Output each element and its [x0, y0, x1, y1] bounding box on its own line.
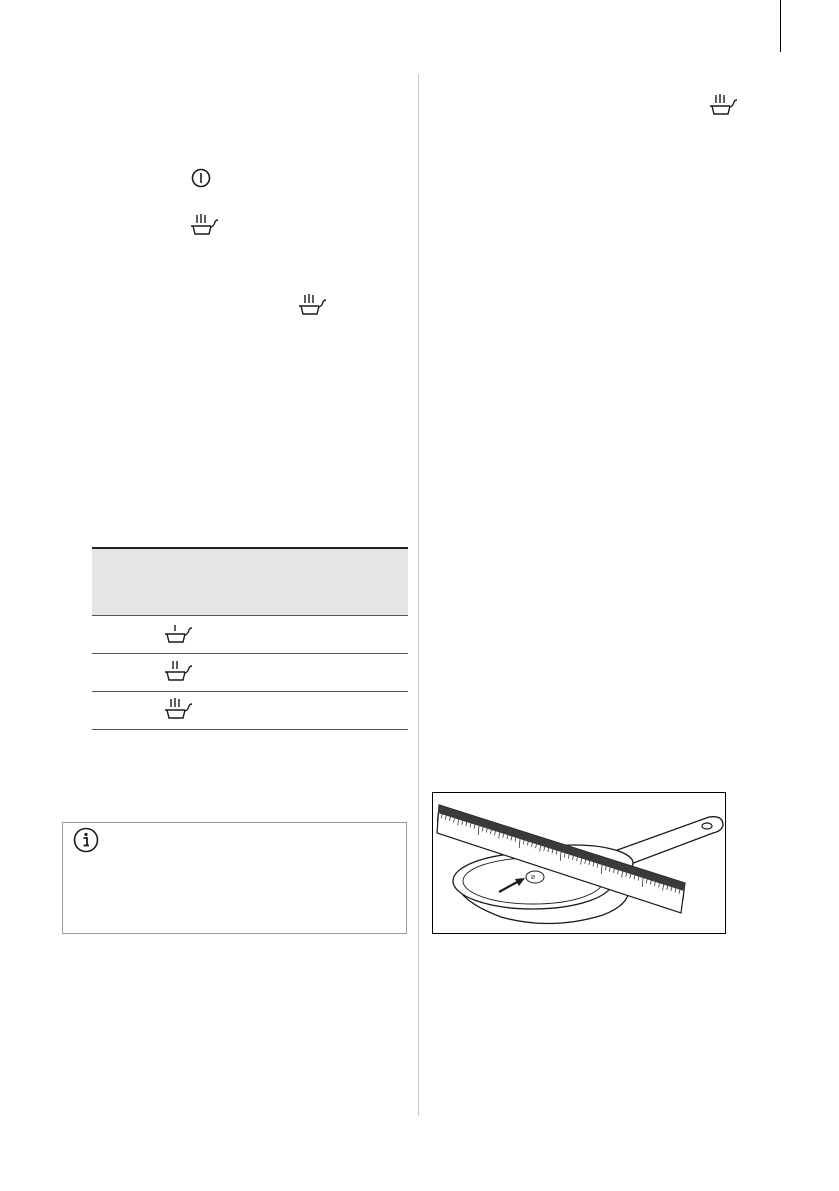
- table-row: [92, 653, 408, 691]
- pan-steam-3-icon: [298, 294, 328, 318]
- pan-steam-2-icon: [164, 660, 194, 684]
- pan-measurement-illustration: [432, 792, 726, 934]
- info-icon: [73, 827, 99, 853]
- column-divider: [418, 74, 419, 1116]
- pan-steam-3-icon: [709, 94, 739, 118]
- svg-text:Ø: Ø: [531, 875, 535, 881]
- power-icon: [191, 168, 211, 188]
- pan-steam-1-icon: [164, 622, 194, 646]
- pan-steam-3-icon: [190, 214, 220, 238]
- table-header-cell: [92, 548, 408, 615]
- table-row: [92, 615, 408, 653]
- crop-mark: [780, 0, 781, 52]
- table-row: [92, 691, 408, 729]
- heat-level-table: [92, 547, 408, 730]
- pan-steam-3-icon: [164, 698, 194, 722]
- table-header-row: [92, 548, 408, 615]
- info-note-box: [62, 822, 407, 934]
